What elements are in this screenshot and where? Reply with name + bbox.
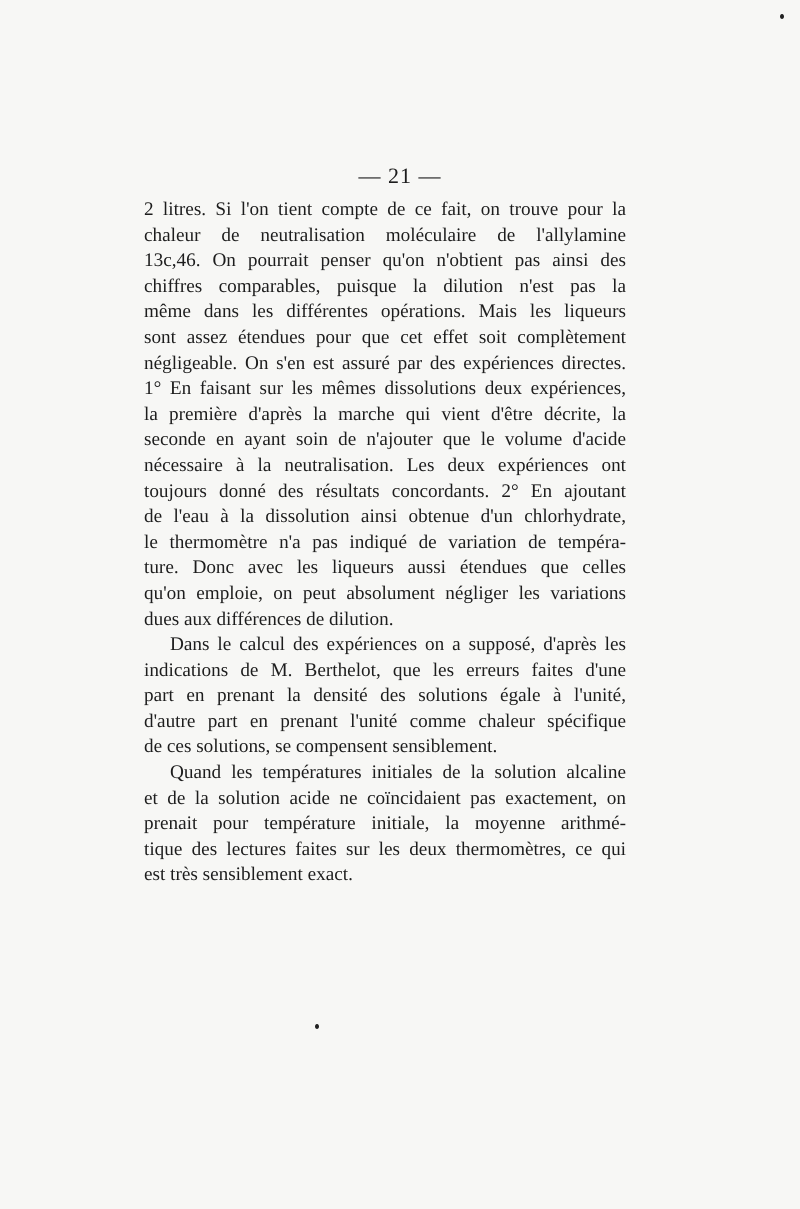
text-line: d'autre part en prenant l'unité comme chaleur spécifique — [144, 710, 626, 732]
ink-speck — [315, 1024, 319, 1029]
text-line: chaleur de neutralisation moléculaire de l'allylamine — [144, 224, 626, 246]
text-line: la première d'après la marche qui vient d'être décrite, la — [144, 403, 626, 425]
text-line: qu'on emploie, on peut absolument négliger les variations — [144, 582, 626, 604]
ink-speck — [780, 14, 784, 19]
paragraph-3 — [144, 760, 626, 888]
text-line: ture. Donc avec les liqueurs aussi étendues que celles — [144, 557, 626, 579]
text-line: 13c,46. On pourrait penser qu'on n'obtient pas ainsi des — [144, 250, 626, 272]
paragraph-1 — [144, 197, 626, 632]
text-line: part en prenant la densité des solutions égale à l'unité, — [144, 685, 626, 707]
page-number: — 21 — — [358, 163, 442, 188]
text-line: chiffres comparables, puisque la dilution n'est pas la — [144, 275, 626, 297]
text-line: sont assez étendues pour que cet effet soit complètement — [144, 326, 626, 348]
text-line: le thermomètre n'a pas indiqué de variation de tempéra- — [144, 531, 626, 553]
text-line: tique des lectures faites sur les deux thermomètres, ce qui — [144, 838, 626, 860]
text-line: dues aux différences de dilution. — [144, 608, 394, 630]
text-line: 2 litres. Si l'on tient compte de ce fait, on trouve pour la — [144, 199, 626, 220]
text-line: de l'eau à la dissolution ainsi obtenue d'un chlorhydrate, — [144, 506, 626, 528]
text-line: même dans les différentes opérations. Mais les liqueurs — [144, 301, 626, 323]
paragraph-2 — [144, 632, 626, 760]
body-text — [144, 197, 626, 888]
text-line: Quand les températures initiales de la solution alcaline — [170, 762, 626, 784]
text-line: prenait pour température initiale, la moyenne arithmé- — [144, 813, 626, 835]
text-line: 1° En faisant sur les mêmes dissolutions deux expériences, — [144, 378, 626, 400]
text-line: négligeable. On s'en est assuré par des expériences directes. — [144, 352, 626, 374]
text-line: est très sensiblement exact. — [144, 864, 353, 886]
text-line: et de la solution acide ne coïncidaient pas exactement, on — [144, 787, 626, 809]
text-line: de ces solutions, se compensent sensiblement. — [144, 736, 498, 758]
text-line: nécessaire à la neutralisation. Les deux expériences ont — [144, 454, 626, 476]
text-line: seconde en ayant soin de n'ajouter que le volume d'acide — [144, 429, 626, 451]
text-line: toujours donné des résultats concordants. 2° En ajoutant — [144, 480, 626, 502]
text-line: Dans le calcul des expériences on a supposé, d'après les — [170, 634, 626, 656]
text-line: indications de M. Berthelot, que les erreurs faites d'une — [144, 659, 626, 681]
